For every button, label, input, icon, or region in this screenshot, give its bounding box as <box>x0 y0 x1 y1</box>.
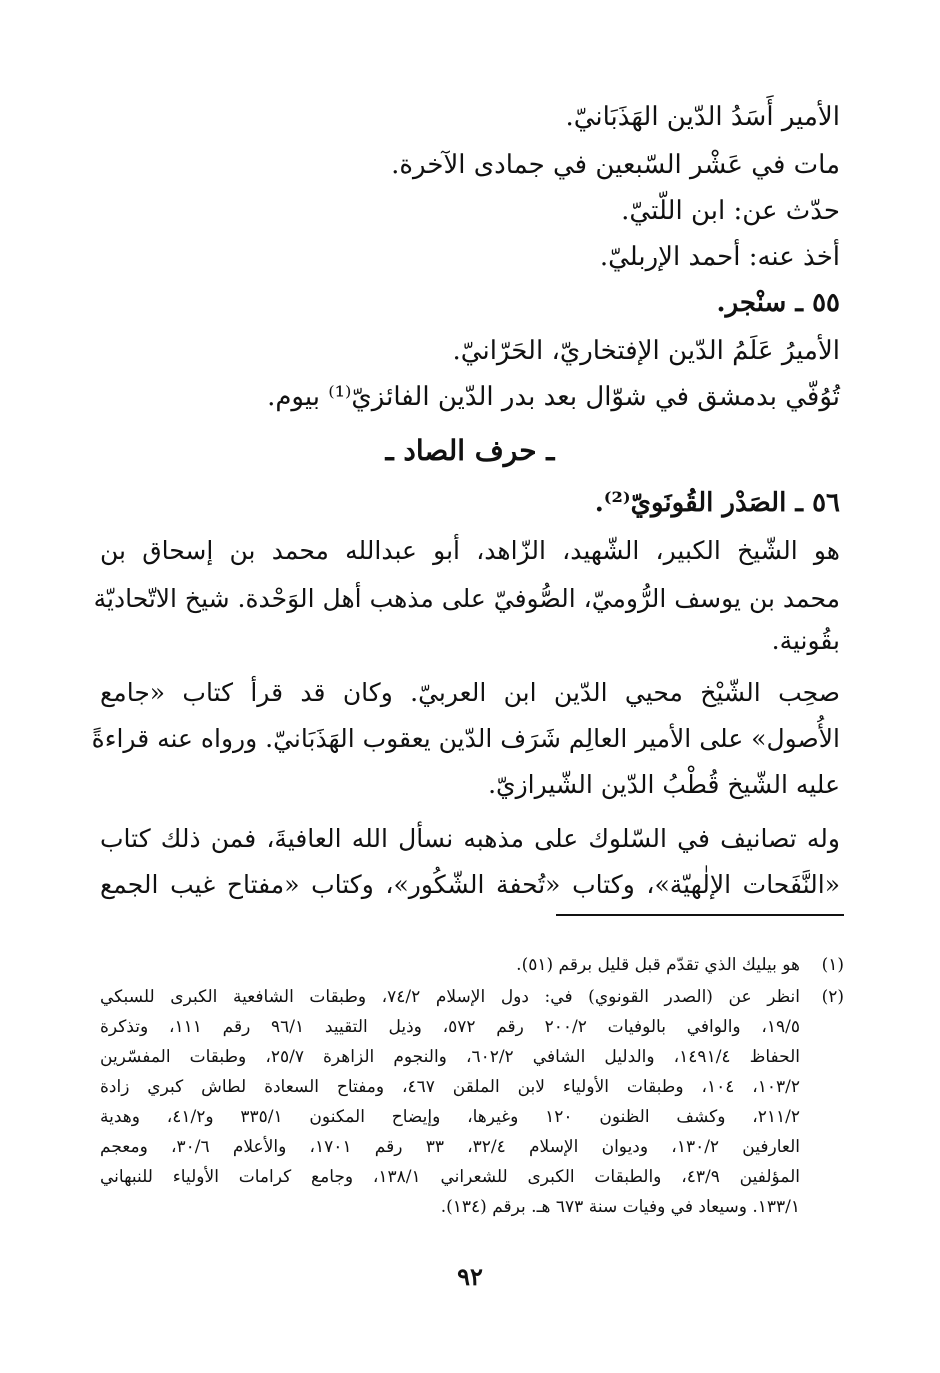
entry-55-line: تُوُفّي بدمشق في شوّال بعد بدر الدّين الفائزيّ⁽¹⁾ بيوم. <box>267 382 840 412</box>
paragraph-line: الأُصول» على الأمير العالِم شَرَف الدّين يعقوب الهَذَبَانيّ. ورواه عنه قراءةً <box>91 724 840 753</box>
entry-55-line: الأميرُ عَلَمُ الدّين الإفتخاريّ، الحَرّانيّ. <box>452 336 840 366</box>
paragraph-line: صحِب الشّيْخ محيي الدّين ابن العربيّ. وكان قد قرأ كتاب «جامع <box>100 678 840 707</box>
paragraph-line: بقُونية. <box>771 626 840 655</box>
paragraph-line: وله تصانيف في السّلوك على مذهبه نسأل الله العافيةَ، فمن ذلك كتاب <box>100 824 840 853</box>
footnote-line: ١٠٣/٢، ١٠٤، وطبقات الأولياء لابن الملقن ٤٦٧، ومفتاح السعادة لطاش كبري زادة <box>100 1077 800 1097</box>
entry-line: الأمير أَسَدُ الدّين الهَذَبَانيّ. <box>565 102 840 132</box>
footnote-line: هو بيليك الذي تقدّم قبل قليل برقم (٥١). <box>516 955 800 975</box>
footnote-line: العارفين ١٣٠/٢، وديوان الإسلام ٣٢/٤، ٣٣ رقم ١٧٠١، والأعلام ٣٠/٦، ومعجم <box>100 1137 800 1157</box>
footnote-marker: (١) <box>821 955 844 975</box>
footnote-line: ١٩/٥، والوافي بالوفيات ٢٠٠/٢ رقم ٥٧٢، وذيل التقييد ٩٦/١ رقم ١١١، وتذكرة <box>100 1017 800 1037</box>
paragraph-line: هو الشّيخ الكبير، الشّهيد، الزّاهد، أبو عبدالله محمد بن إسحاق بن <box>100 536 840 565</box>
footnote-marker: (٢) <box>821 987 844 1007</box>
paragraph-line: محمد بن يوسف الرُّوميّ، الصُّوفيّ على مذهب أهل الوَحْدة. شيخ الاتّحاديّة <box>93 584 840 613</box>
paragraph-line: «النَّفَحات الإلٰهيّة»، وكتاب «تُحفة الشّكُور»، وكتاب «مفتاح غيب الجمع <box>100 870 840 899</box>
entry-55-heading: ٥٥ ـ سنْجر. <box>716 288 840 318</box>
entry-56-heading: ٥٦ ـ الصَدْر القُونَويّ⁽²⁾. <box>594 488 840 518</box>
footnote-line: الحفاظ ١٤٩١/٤، والدليل الشافي ٦٠٢/٢، والنجوم الزاهرة ٢٥/٧، وطبقات المفسّرين <box>100 1047 801 1067</box>
footnote-line: ١٣٣/١. وسيعاد في وفيات سنة ٦٧٣ هـ. برقم (١٣٤). <box>440 1197 800 1217</box>
paragraph-line: عليه الشّيخ قُطْبُ الدّين الشّيرازيّ. <box>488 770 840 799</box>
footnote-line: انظر عن (الصدر القونوي) في: دول الإسلام ٧٤/٢، وطبقات الشافعية الكبرى للسبكي <box>100 987 801 1007</box>
entry-line: حدّث عن: ابن اللّتيّ. <box>621 196 840 226</box>
page-number: ٩٢ <box>457 1262 483 1291</box>
entry-line: مات في عَشْر السّبعين في جمادى الآخرة. <box>391 150 840 180</box>
section-title: ـ حرف الصاد ـ <box>385 434 555 467</box>
footnote-divider <box>556 914 844 916</box>
footnote-line: المؤلفين ٤٣/٩، والطبقات الكبرى للشعراني ١٣٨/١، وجامع كرامات الأولياء للنبهاني <box>100 1167 801 1187</box>
footnote-line: ٢١١/٢، وكشف الظنون ١٢٠ وغيرها، وإيضاح المكنون ٣٣٥/١ و٤١/٢، وهدية <box>100 1107 800 1127</box>
entry-line: أخذ عنه: أحمد الإربليّ. <box>599 242 840 272</box>
